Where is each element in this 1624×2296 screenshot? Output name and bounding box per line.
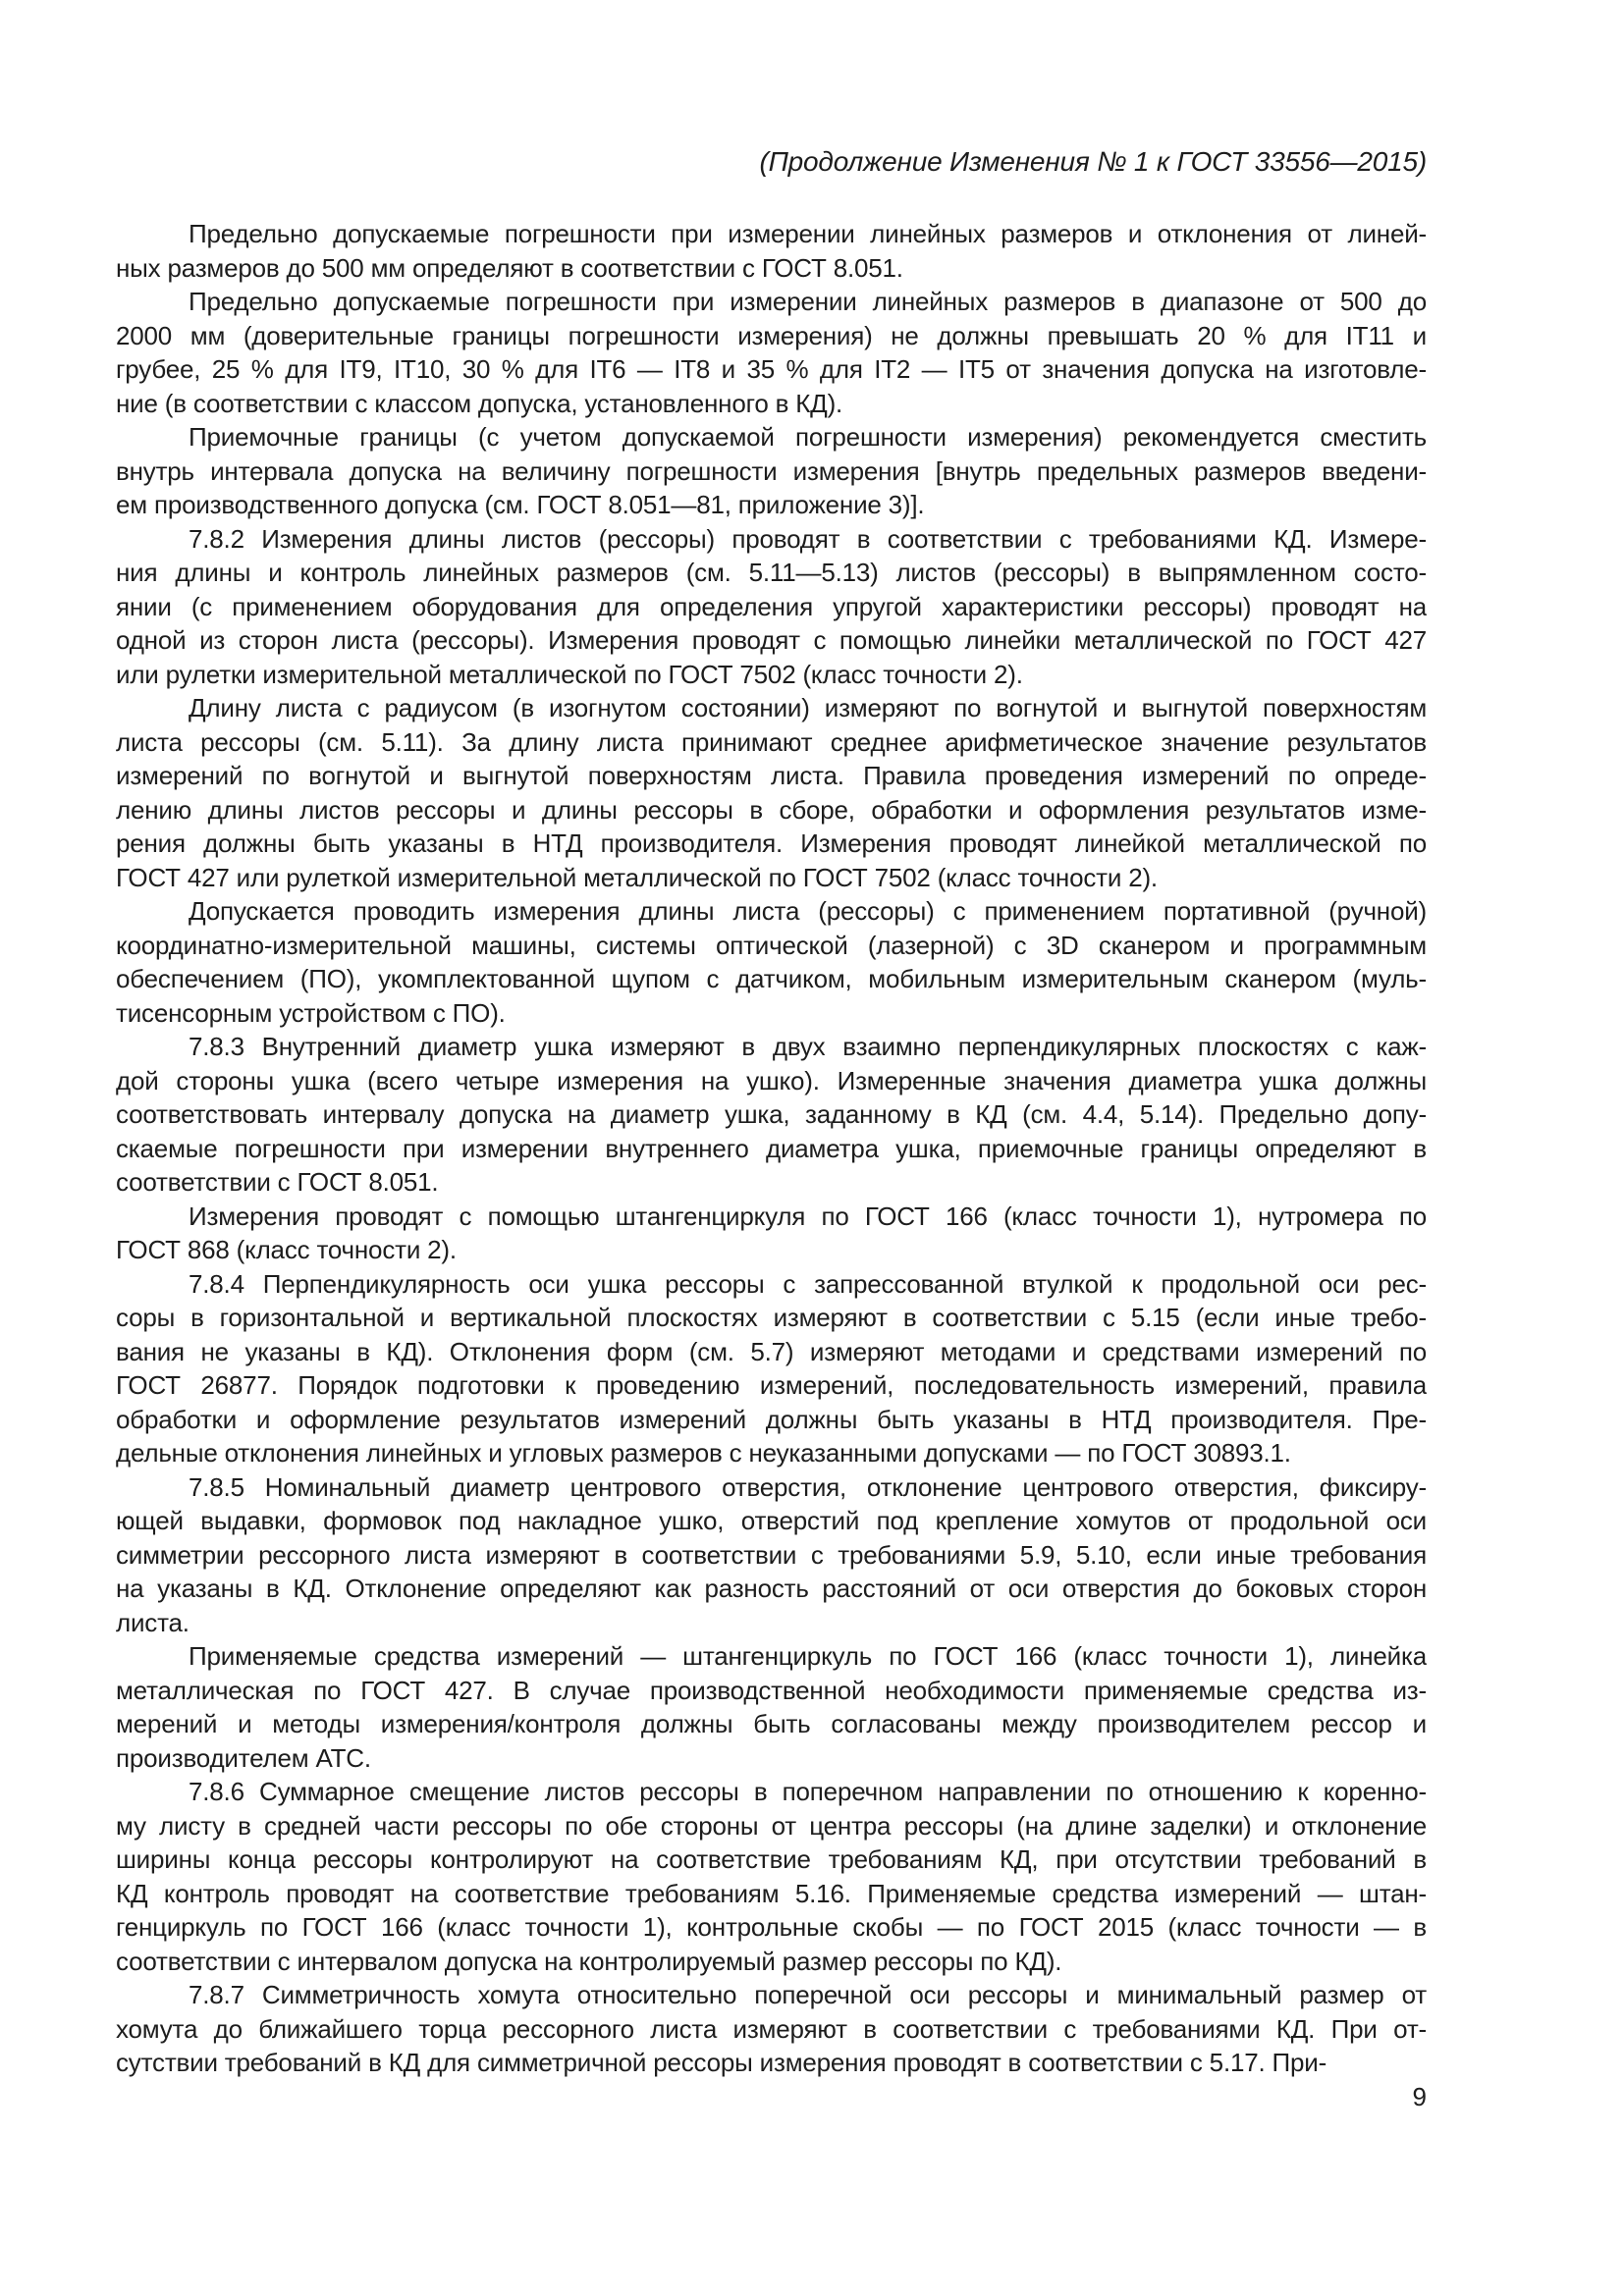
text-line: производителем АТС.	[116, 1742, 371, 1773]
text-line: му листу в средней части рессоры по обе стороны от центра рессоры (на длине заделки) и отклонение	[116, 1810, 1427, 1841]
document-body	[116, 217, 1427, 2113]
text-line: металлическая по ГОСТ 427. В случае производственной необходимости применяемые средства из-	[116, 1675, 1427, 1705]
paragraph	[116, 894, 1427, 1030]
text-line: 7.8.4 Перпендикулярность оси ушка рессоры с запрессованной втулкой к продольной оси рес-	[189, 1268, 1427, 1299]
text-line: обеспечением (ПО), укомплектованной щупом с датчиком, мобильным измерительным сканером (муль-	[116, 964, 1427, 993]
text-line: 7.8.3 Внутренний диаметр ушка измеряют в двух взаимно перпендикулярных плоскостях с каж-	[189, 1032, 1427, 1061]
text-line: ГОСТ 26877. Порядок подготовки к проведению измерений, последовательность измерений, правила	[116, 1370, 1427, 1400]
paragraph	[116, 1775, 1427, 1978]
text-line: скаемые погрешности при измерении внутреннего диаметра ушка, приемочные границы определяют в	[116, 1133, 1427, 1163]
text-line: 7.8.2 Измерения длины листов (рессоры) проводят в соответствии с требованиями КД. Измере-	[189, 523, 1427, 554]
text-line: Допускается проводить измерения длины листа (рессоры) с применением портативной (ручной)	[189, 896, 1427, 926]
text-line: листа.	[116, 1607, 189, 1637]
text-line: или рулетки измерительной металлической по ГОСТ 7502 (класс точности 2).	[116, 659, 1023, 689]
text-line: ем производственного допуска (см. ГОСТ 8.051—81, приложение 3)].	[116, 490, 925, 519]
text-line: лению длины листов рессоры и длины рессоры в сборе, обработки и оформления результатов изме-	[116, 794, 1427, 825]
text-line: Приемочные границы (с учетом допускаемой погрешности измерения) рекомендуется сместить	[189, 422, 1427, 452]
text-line: ГОСТ 868 (класс точности 2).	[116, 1235, 457, 1264]
text-line: соответствовать интервалу допуска на диаметр ушка, заданному в КД (см. 4.4, 5.14). Предельно допу-	[116, 1099, 1427, 1129]
text-line: дельные отклонения линейных и угловых размеров с неуказанными допусками — по ГОСТ 30893.1.	[116, 1438, 1291, 1468]
text-line: Предельно допускаемые погрешности при измерении линейных размеров в диапазоне от 500 до	[189, 287, 1427, 316]
text-line: на указаны в КД. Отклонение определяют как разность расстояний от оси отверстия до боковых сторон	[116, 1574, 1427, 1603]
text-line: Применяемые средства измерений — штангенциркуль по ГОСТ 166 (класс точности 1), линейка	[189, 1641, 1427, 1671]
text-line: ния длины и контроль линейных размеров (см. 5.11—5.13) листов (рессоры) в выпрямленном состо-	[116, 558, 1427, 587]
text-line: Длину листа с радиусом (в изогнутом состоянии) измеряют по вогнутой и выгнутой поверхностям	[189, 693, 1427, 722]
text-line: хомута до ближайшего торца рессорного листа измеряют в соответствии с требованиями КД. При от-	[116, 2013, 1427, 2044]
text-line: внутрь интервала допуска на величину погрешности измерения [внутрь предельных размеров введени-	[116, 455, 1427, 486]
text-line: янии (с применением оборудования для определения упругой характеристики рессоры) проводят на	[116, 591, 1427, 621]
text-line: соответствии с ГОСТ 8.051.	[116, 1167, 439, 1197]
text-line: мерений и методы измерения/контроля должны быть согласованы между производителем рессор и	[116, 1709, 1427, 1738]
text-line: координатно-измерительной машины, системы оптической (лазерной) с 3D сканером и программным	[116, 930, 1427, 960]
page-number: 9	[1412, 2081, 1427, 2111]
text-line: соры в горизонтальной и вертикальной плоскостях измеряют в соответствии с 5.15 (если иные требо-	[116, 1303, 1427, 1332]
paragraph	[116, 1978, 1427, 2080]
paragraph	[116, 522, 1427, 692]
text-line: ных размеров до 500 мм определяют в соответствии с ГОСТ 8.051.	[116, 252, 903, 283]
document-header: (Продолжение Изменения № 1 к ГОСТ 33556—2015)	[759, 146, 1427, 177]
text-line: 7.8.6 Суммарное смещение листов рессоры в поперечном направлении по отношению к коренно-	[189, 1777, 1427, 1806]
paragraph	[116, 1267, 1427, 1470]
text-line: дой стороны ушка (всего четыре измерения на ушко). Измеренные значения диаметра ушка должны	[116, 1065, 1427, 1095]
text-line: генциркуль по ГОСТ 166 (класс точности 1), контрольные скобы — по ГОСТ 2015 (класс точности — в	[116, 1912, 1427, 1942]
text-line: обработки и оформление результатов измерений должны быть указаны в НТД производителя. Пре-	[116, 1404, 1427, 1434]
text-line: ширины конца рессоры контролируют на соответствие требованиям КД, при отсутствии требований в	[116, 1844, 1427, 1874]
text-line: сутствии требований в КД для симметричной рессоры измерения проводят в соответствии с 5.17. При-	[116, 2048, 1327, 2077]
text-line: 7.8.5 Номинальный диаметр центрового отверстия, отклонение центрового отверстия, фиксиру-	[189, 1471, 1427, 1502]
text-line: 2000 мм (доверительные границы погрешности измерения) не должны превышать 20 % для IT11 и	[116, 320, 1427, 350]
text-line: соответствии с интервалом допуска на контролируемый размер рессоры по КД).	[116, 1946, 1062, 1976]
text-line: Измерения проводят с помощью штангенциркуля по ГОСТ 166 (класс точности 1), нутромера по	[189, 1201, 1427, 1231]
text-line: рения должны быть указаны в НТД производителя. Измерения проводят линейкой металлической по	[116, 828, 1427, 858]
paragraphs-container	[116, 217, 1427, 2080]
text-line: Предельно допускаемые погрешности при измерении линейных размеров и отклонения от линей-	[189, 219, 1427, 248]
text-line: ние (в соответствии с классом допуска, установленного в КД).	[116, 388, 843, 418]
paragraph	[116, 691, 1427, 894]
text-line: тисенсорным устройством с ПО).	[116, 997, 506, 1028]
text-line: вания не указаны в КД). Отклонения форм (см. 5.7) измеряют методами и средствами измерений по	[116, 1336, 1427, 1366]
text-line: грубее, 25 % для IT9, IT10, 30 % для IT6 — IT8 и 35 % для IT2 — IT5 от значения допуска на изготовле-	[116, 354, 1427, 384]
text-line: симметрии рессорного листа измеряют в соответствии с требованиями 5.9, 5.10, если иные требования	[116, 1539, 1427, 1570]
paragraph	[116, 1200, 1427, 1267]
paragraph	[116, 285, 1427, 420]
paragraph	[116, 1639, 1427, 1775]
paragraph	[116, 420, 1427, 522]
text-line: листа рессоры (см. 5.11). За длину листа принимают среднее арифметическое значение результатов	[116, 726, 1427, 757]
text-line: ГОСТ 427 или рулеткой измерительной металлической по ГОСТ 7502 (класс точности 2).	[116, 862, 1158, 892]
text-line: одной из сторон листа (рессоры). Измерения проводят с помощью линейки металлической по ГОСТ 427	[116, 625, 1427, 655]
text-line: КД контроль проводят на соответствие требованиям 5.16. Применяемые средства измерений — штан-	[116, 1878, 1427, 1908]
text-line: ющей выдавки, формовок под накладное ушко, отверстий под крепление хомутов от продольной оси	[116, 1506, 1427, 1535]
paragraph	[116, 1470, 1427, 1640]
paragraph	[116, 217, 1427, 285]
text-line: 7.8.7 Симметричность хомута относительно поперечной оси рессоры и минимальный размер от	[189, 1980, 1427, 2009]
text-line: измерений по вогнутой и выгнутой поверхностям листа. Правила проведения измерений по опреде-	[116, 761, 1427, 790]
paragraph	[116, 1030, 1427, 1200]
